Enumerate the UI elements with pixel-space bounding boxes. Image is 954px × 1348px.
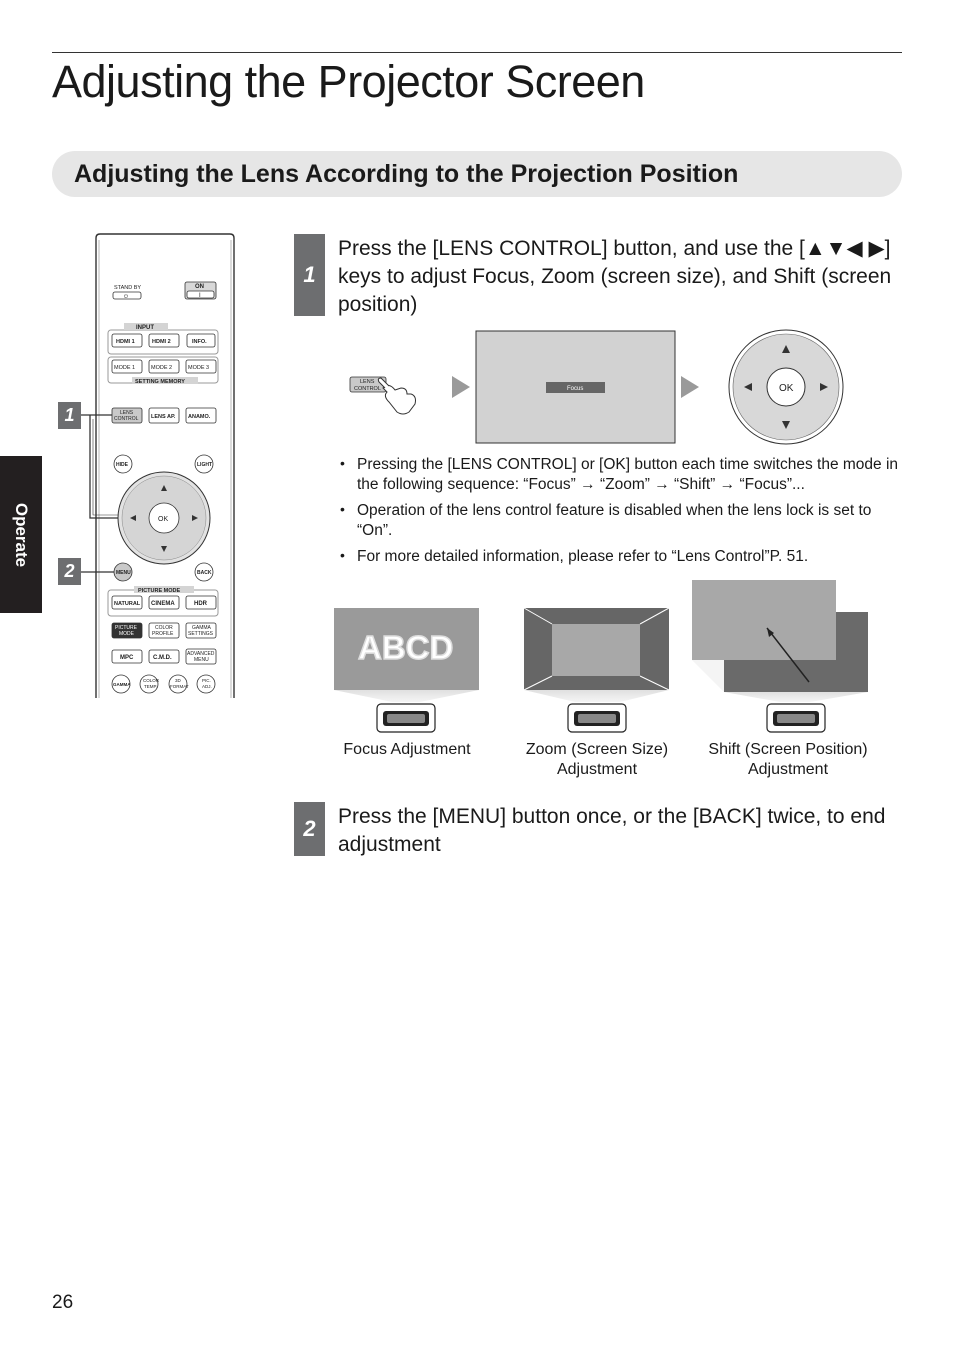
page-number: 26 xyxy=(52,1292,74,1313)
svg-text:LENS AP.: LENS AP. xyxy=(151,414,176,420)
svg-text:3D: 3D xyxy=(175,678,181,683)
note-item: • Operation of the lens control feature is disabled when the lens lock is set to “On”. xyxy=(340,501,905,541)
svg-text:C.M.D.: C.M.D. xyxy=(153,655,172,661)
svg-text:ADVANCED: ADVANCED xyxy=(187,651,215,657)
svg-text:INFO.: INFO. xyxy=(192,339,207,345)
focus-abcd-text: ABCD xyxy=(358,629,454,666)
dpad-ok-label: OK xyxy=(779,383,794,394)
step-1-number: 1 xyxy=(294,234,325,316)
notes-list xyxy=(340,455,905,573)
svg-text:MENU: MENU xyxy=(194,657,209,663)
side-tab-operate xyxy=(0,456,42,613)
adjustment-illustrations xyxy=(330,578,875,738)
svg-text:CONTROL: CONTROL xyxy=(114,416,139,422)
svg-text:BACK: BACK xyxy=(197,570,212,576)
svg-text:MODE: MODE xyxy=(119,631,134,637)
remote-on-label: ON xyxy=(195,284,204,290)
svg-text:HDR: HDR xyxy=(194,601,207,607)
svg-text:MODE 2: MODE 2 xyxy=(151,365,173,371)
svg-text:HIDE: HIDE xyxy=(116,462,128,468)
caption-focus: Focus Adjustment xyxy=(343,741,471,758)
remote-standby-label: STAND BY xyxy=(114,285,142,291)
header-rule xyxy=(52,52,902,53)
projector-icon-focus xyxy=(377,704,435,732)
step-1-text: Press the [LENS CONTROL] button, and use the [▲▼◀ ▶] keys to adjust Focus, Zoom (screen size), and Shift (screen position) xyxy=(338,237,892,316)
screen-focus-label: Focus xyxy=(567,386,584,392)
svg-text:COLOR: COLOR xyxy=(143,678,160,683)
svg-text:ANAMO.: ANAMO. xyxy=(188,414,211,420)
svg-text:ADJ.: ADJ. xyxy=(202,684,212,689)
side-tab-label: Operate xyxy=(12,502,31,567)
step-2-number: 2 xyxy=(294,802,325,856)
svg-text:I: I xyxy=(199,293,201,299)
lens-control-key-label-2: CONTROL xyxy=(354,386,381,392)
svg-text:GAMMA: GAMMA xyxy=(113,682,131,687)
svg-text:LIGHT: LIGHT xyxy=(197,462,212,468)
svg-text:PICTURE MODE: PICTURE MODE xyxy=(138,588,181,594)
svg-text:MPC: MPC xyxy=(120,655,134,661)
svg-text:SETTINGS: SETTINGS xyxy=(188,631,214,637)
caption-zoom: Zoom (Screen Size) Adjustment xyxy=(525,741,669,778)
lens-control-key-label-1: LENS xyxy=(360,379,375,385)
svg-text:HDMI 2: HDMI 2 xyxy=(152,339,171,345)
step-2-text: Press the [MENU] button once, or the [BACK] twice, to end adjustment xyxy=(338,805,886,856)
svg-text:CINEMA: CINEMA xyxy=(151,601,175,607)
callout-1: 1 xyxy=(58,402,81,429)
section-title: Adjusting the Lens According to the Projection Position xyxy=(74,160,739,188)
svg-text:FORMAT: FORMAT xyxy=(170,684,189,689)
svg-text:MENU: MENU xyxy=(116,570,131,576)
svg-text:LENS: LENS xyxy=(120,410,134,416)
note-item: • For more detailed information, please refer to “Lens Control”P. 51. xyxy=(340,547,905,567)
svg-text:HDMI 1: HDMI 1 xyxy=(116,339,135,345)
svg-text:OK: OK xyxy=(158,516,169,523)
svg-text:NATURAL: NATURAL xyxy=(114,601,141,607)
svg-text:TEMP.: TEMP. xyxy=(144,684,158,689)
svg-text:MODE 1: MODE 1 xyxy=(114,365,136,371)
caption-shift: Shift (Screen Position) Adjustment xyxy=(708,741,868,778)
svg-text:PIC.: PIC. xyxy=(202,678,211,683)
svg-text:PROFILE: PROFILE xyxy=(152,631,174,637)
svg-text:SETTING MEMORY: SETTING MEMORY xyxy=(135,379,185,385)
page-title: Adjusting the Projector Screen xyxy=(52,56,645,107)
note-item: • Pressing the [LENS CONTROL] or [OK] button each time switches the mode in the following sequence: “Focus” → “Zoom” → “Shift” → “Focus”... xyxy=(340,455,905,495)
callout-2: 2 xyxy=(58,558,81,585)
svg-text:COLOR: COLOR xyxy=(155,625,173,631)
remote-control-illustration xyxy=(52,230,242,700)
projector-icon-zoom xyxy=(568,704,626,732)
svg-text:GAMMA: GAMMA xyxy=(192,625,211,631)
lens-control-diagram xyxy=(345,328,850,448)
svg-text:MODE 3: MODE 3 xyxy=(188,365,210,371)
projector-icon-shift xyxy=(767,704,825,732)
svg-text:INPUT: INPUT xyxy=(136,325,154,331)
svg-text:PICTURE: PICTURE xyxy=(115,625,137,631)
svg-text:⏻: ⏻ xyxy=(124,294,128,300)
